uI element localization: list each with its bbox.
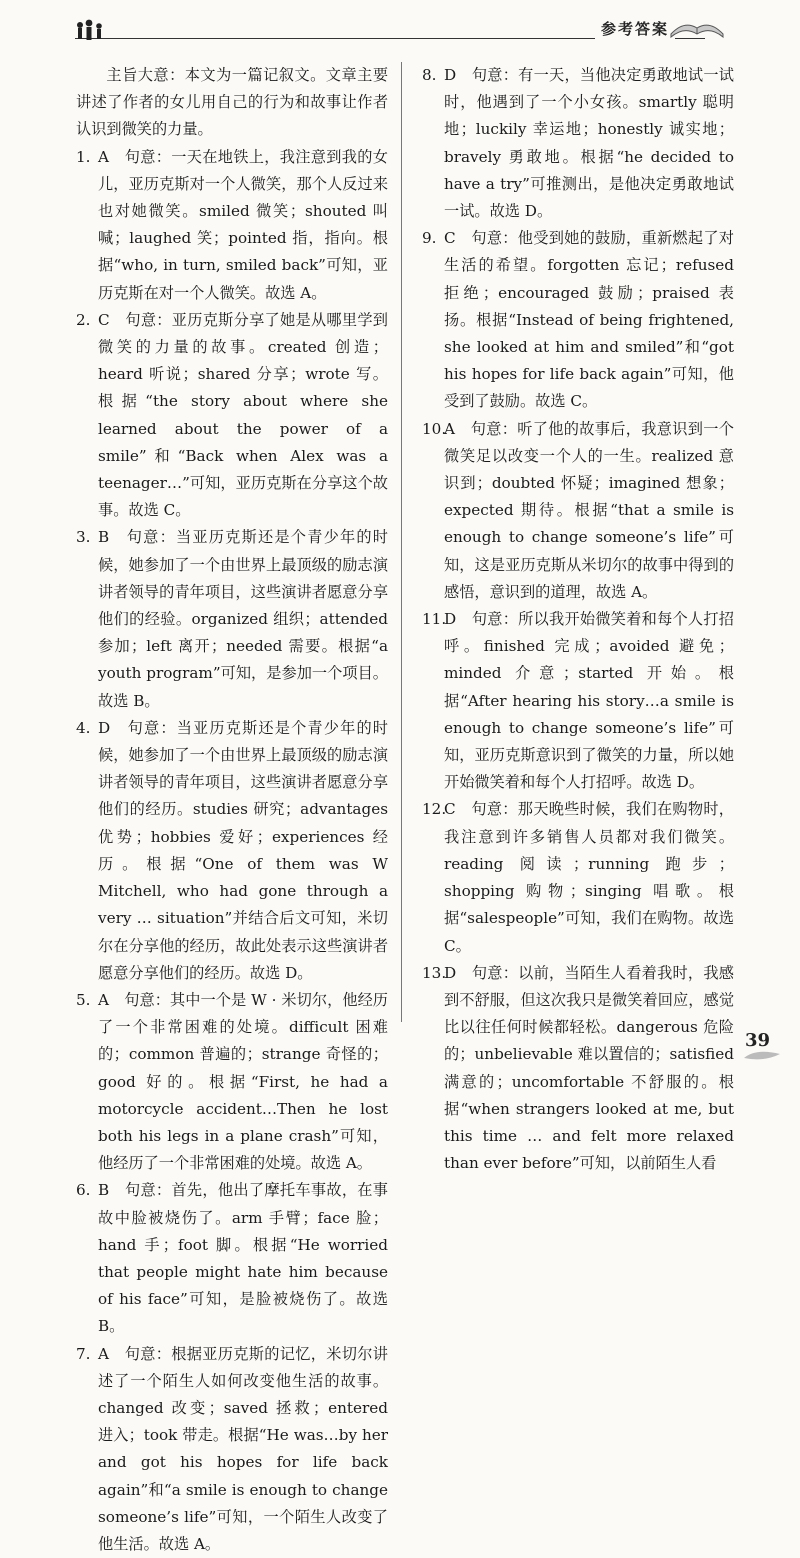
answer-item [422, 960, 734, 1178]
leaf-decoration-icon [742, 1048, 782, 1062]
answer-text: A 句意：听了他的故事后，我意识到一个微笑足以改变一个人的一生。realized 意识到；doubted 怀疑；imagined 想象；expected 期待。根据“that a smile is enough to change someone’s life”可知，这是亚历克斯从米切尔的故事中得到的感悟，意识到的道理，故选 A。 [444, 419, 734, 601]
answer-text: A 句意：根据亚历克斯的记忆，米切尔讲述了一个陌生人如何改变他生活的故事。changed 改变；saved 拯救；entered 进入；took 带走。根据“He was…by her and got his hopes for life back again”和“a smile is enough to change someone’s life”可知，一个陌生人改变了他生活。故选 A。 [98, 1344, 388, 1553]
answer-item [76, 1341, 388, 1558]
answer-text: C 句意：他受到她的鼓励，重新燃起了对生活的希望。forgotten 忘记；refused 拒绝；encouraged 鼓励；praised 表扬。根据“Instead of being frightened, she looked at him and smiled”和“got his hopes for life back again”可知，他受到了鼓励。故选 C。 [444, 229, 734, 411]
answer-number: 13. [422, 963, 447, 982]
answer-text: D 句意：有一天，当他决定勇敢地试一试时，他遇到了一个小女孩。smartly 聪明地；luckily 幸运地；honestly 诚实地；bravely 勇敢地。根据“he decided to have a try”可推测出，是他决定勇敢地试一试。故选 D。 [444, 66, 734, 221]
answer-item [76, 987, 388, 1177]
answer-text: A 句意：一天在地铁上，我注意到我的女儿，亚历克斯对一个人微笑，那个人反过来也对她微笑。smiled 微笑；shouted 叫喊；laughed 笑；pointed 指，指向。根据“who, in turn, smiled back”可知，亚历克斯在对一个人微笑。故选 A。 [98, 147, 388, 302]
answer-number: 6. [76, 1181, 91, 1200]
answer-item [76, 715, 388, 987]
left-column [76, 62, 388, 1558]
answer-number: 9. [422, 229, 437, 248]
answer-number: 2. [76, 310, 91, 329]
answer-item [76, 1177, 388, 1340]
answer-item [422, 62, 734, 225]
people-icon [75, 18, 109, 42]
page-number: 39 [744, 1030, 770, 1051]
answer-number: 12. [422, 800, 447, 819]
answer-text: C 句意：那天晚些时候，我们在购物时，我注意到许多销售人员都对我们微笑。reading 阅读；running 跑步；shopping 购物；singing 唱歌。根据“salespeople”可知，我们在购物。故选 C。 [444, 800, 734, 955]
answer-number: 4. [76, 718, 91, 737]
intro-paragraph: 主旨大意：本文为一篇记叙文。文章主要讲述了作者的女儿用自己的行为和故事让作者认识到微笑的力量。 [76, 66, 388, 139]
header-title: 参考答案 [595, 18, 675, 39]
answer-item [76, 307, 388, 525]
answer-text: A 句意：其中一个是 W · 米切尔，他经历了一个非常困难的处境。difficult 困难的；common 普遍的；strange 奇怪的；good 好的。根据“First, he had a motorcycle accident…Then he lost both his legs in a plane crash”可知，他经历了一个非常困难的处境。故选 A。 [98, 990, 388, 1173]
column-divider [401, 62, 402, 1022]
answer-item [422, 606, 734, 796]
right-column [422, 62, 734, 1177]
answer-number: 5. [76, 990, 91, 1009]
answer-text: C 句意：亚历克斯分享了她是从哪里学到微笑的力量的故事。created 创造；heard 听说；shared 分享；wrote 写。根据“the story about where she learned about the power of a smile”和“Back when Alex was a teenager…”可知，亚历克斯在分享这个故事。故选 C。 [98, 310, 388, 520]
answer-number: 3. [76, 528, 91, 547]
answer-item [76, 144, 388, 307]
answer-number: 1. [76, 147, 91, 166]
answer-text: D 句意：以前，当陌生人看着我时，我感到不舒服，但这次我只是微笑着回应，感觉比以往任何时候都轻松。dangerous 危险的；unbelievable 难以置信的；satisfied 满意的；uncomfortable 不舒服的。根据“when strangers looked at me, but this time … and felt more relaxed than ever before”可知，以前陌生人看 [444, 963, 734, 1173]
open-book-icon [669, 14, 725, 40]
answer-item [76, 524, 388, 714]
answer-number: 7. [76, 1344, 91, 1363]
answer-number: 8. [422, 66, 437, 84]
answer-item [422, 796, 734, 959]
answer-item [422, 225, 734, 415]
answer-text: B 句意：当亚历克斯还是个青少年的时候，她参加了一个由世界上最顶级的励志演讲者领导的青年项目，这些演讲者愿意分享他们的经验。organized 组织；attended 参加；left 离开；needed 需要。根据“a youth program”可知，是参加一个项目。故选 B。 [98, 528, 388, 710]
page-header [75, 18, 765, 46]
answer-text: D 句意：所以我开始微笑着和每个人打招呼。finished 完成；avoided 避免；minded 介意；started 开始。根据“After hearing his story…a smile is enough to change someone’s life”可知，亚历克斯意识到了微笑的力量，所以她开始微笑着和每个人打招呼。故选 D。 [444, 610, 734, 792]
answer-number: 11. [422, 610, 447, 629]
answer-item [422, 416, 734, 606]
answer-text: B 句意：首先，他出了摩托车事故，在事故中脸被烧伤了。arm 手臂；face 脸；hand 手；foot 脚。根据“He worried that people might hate him because of his face”可知，是脸被烧伤了。故选 B。 [98, 1181, 388, 1336]
answer-number: 10. [422, 419, 447, 438]
answer-text: D 句意：当亚历克斯还是个青少年的时候，她参加了一个由世界上最顶级的励志演讲者领导的青年项目，这些演讲者愿意分享他们的经历。studies 研究；advantages 优势；hobbies 爱好；experiences 经历。根据“One of them was W Mitchell, who had gone through a very … situation”并结合后文可知，米切尔在分享他的经历，故此处表示这些演讲者愿意分享他们的经历。故选 D。 [98, 718, 388, 982]
